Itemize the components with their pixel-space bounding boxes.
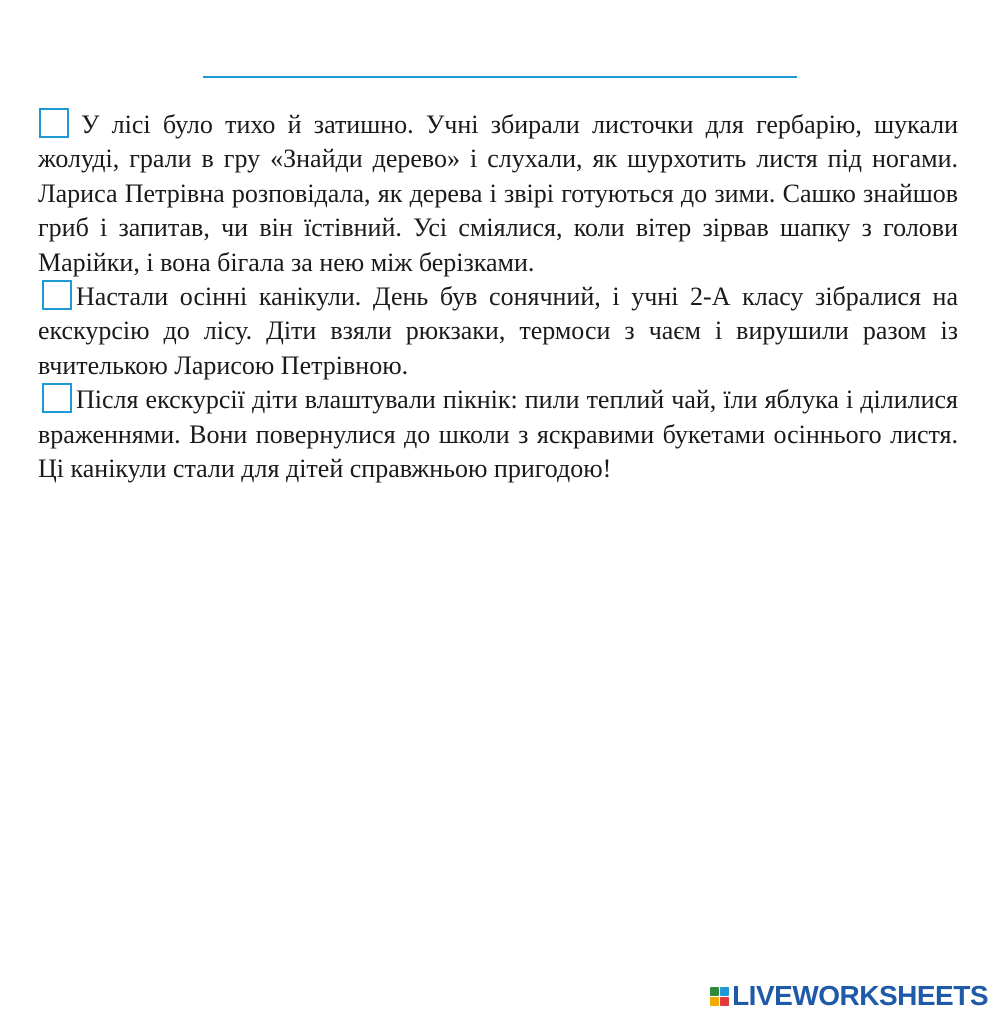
story-paragraph-3-text: Після екскурсії діти влаштували пікнік: пили теплий чай, їли яблука і ділилися враженнями. Вони повернулися до школи з яскравими букетами осіннього листя. Ці канікули стали для дітей справжньою пригодою! <box>38 385 958 484</box>
liveworksheets-logo <box>710 980 988 1012</box>
story-paragraph-2-text: Настали осінні канікули. День був сонячний, і учні 2-А класу зібралися на екскурсію до лісу. Діти взяли рюкзаки, термоси з чаєм і вирушили разом із вчителькою Ларисою Петрівною. <box>38 282 958 380</box>
story-paragraph-1-text: У лісі було тихо й затишно. Учні збирали листочки для гербарію, шукали жолуді, грали в гру «Знайди дерево» і слухали, як шурхотить листя під ногами. Лариса Петрівна розповідала, як дерева і звірі готуються до зими. Сашко знайшов гриб і запитав, чи він їстівний. Усі сміялися, коли вітер зірвав шапку з голови Марійки, і вона бігала за нею між берізками. <box>38 110 958 277</box>
liveworksheets-logo-text: LIVEWORKSHEETS <box>732 980 988 1011</box>
story-paragraph-3 <box>38 383 958 486</box>
story-paragraph-2 <box>38 280 958 383</box>
title-underline <box>203 76 797 78</box>
liveworksheets-logo-icon <box>710 987 729 1006</box>
order-answer-box-1[interactable] <box>39 108 69 138</box>
story-text-block <box>38 108 958 486</box>
story-paragraph-1 <box>38 108 958 280</box>
order-answer-box-3[interactable] <box>42 383 72 413</box>
order-answer-box-2[interactable] <box>42 280 72 310</box>
